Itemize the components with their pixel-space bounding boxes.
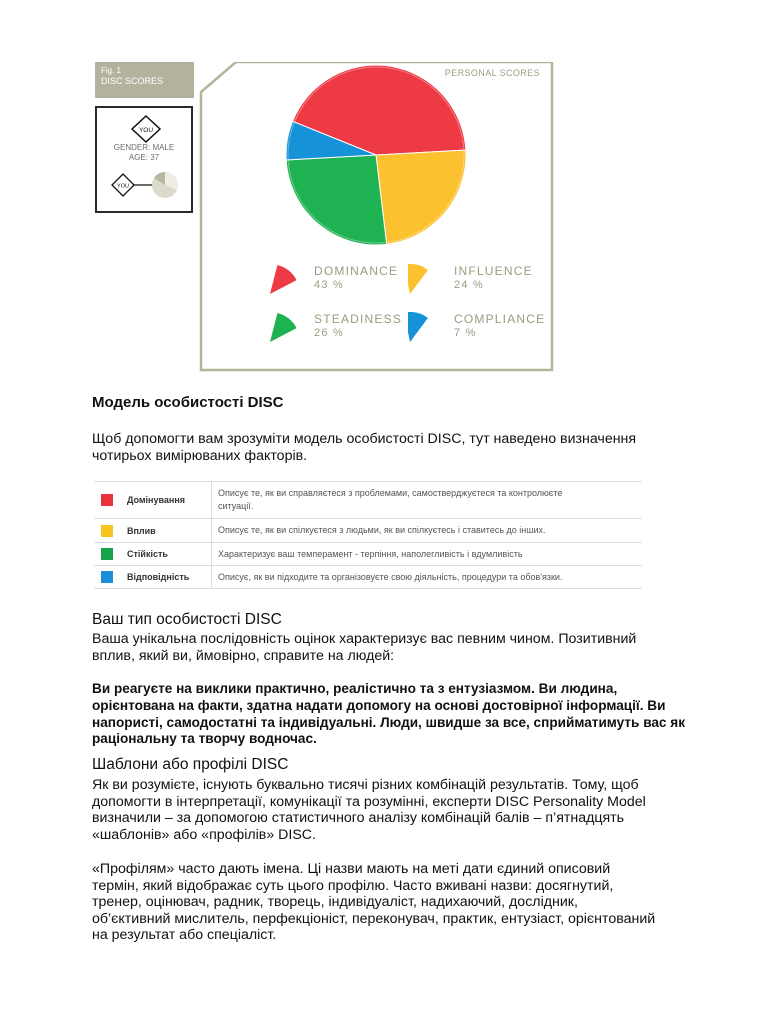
legend-steadiness-value: 26 % [314,327,344,339]
gender-text: GENDER: MALE [113,143,175,152]
figure-tag [95,62,194,98]
figure-number: Fig. 1 [101,66,122,75]
legend-fan-steadiness [270,313,297,342]
legend-fan-compliance [408,312,428,342]
figure-caption: DISC SCORES [101,76,164,86]
disc-factors-table [94,481,642,589]
legend-dominance-name: DOMINANCE [314,264,399,278]
profiles-line-4: об’єктивний мислитель, перфекціоніст, переконувач, практик, ентузіаст, орієнтований [92,910,656,927]
factor-description-line-2: ситуації. [218,501,254,511]
type-paragraph [92,631,722,664]
intro-paragraph [92,431,722,464]
you-diamond-icon [132,116,160,142]
patterns-line-1: Як ви розумієте, існують буквально тисячі різних комбінацій результатів. Тому, щоб [92,777,639,793]
legend-dominance-value: 43 % [314,279,344,291]
dominance-fan-icon [268,264,304,298]
patterns-line-2: допомогти в інтерпретації, комунікації та розумінні, експерти DISC Personality Model [92,793,646,810]
patterns-line-4: «шаблонів» або «профілів» DISC. [92,826,316,843]
summary-line-4: раціональну та творчу водночас. [92,731,317,747]
type-heading: Ваш тип особистості DISC [92,611,282,628]
intro-line-1: Щоб допомогти вам зрозуміти модель особистості DISC, тут наведено визначення [92,431,637,447]
factor-name: Вплив [119,519,212,543]
legend-compliance-name: COMPLIANCE [454,312,546,326]
you-label-small: YOU [117,183,129,190]
pie-chart [286,65,466,245]
personal-scores-panel [196,62,558,372]
legend-influence [408,262,548,296]
type-line-2: вплив, який ви, ймовірно, справите на людей: [92,647,395,664]
legend-compliance [408,310,548,344]
summary-line-3: напористі, самодостатні та індивідуальні. Люди, швидше за все, сприйматимуть вас як [92,714,686,730]
personal-scores-label: PERSONAL SCORES [444,68,540,78]
profiles-line-2: термін, який відображає суть цього профілю. Часто вживані назви: досягнутий, [92,877,614,894]
mini-pie-icon [152,172,178,198]
profiles-line-3: тренер, оцінювач, радник, творець, індивідуаліст, надихаючий, дослідник, [92,894,578,910]
summary-line-1: Ви реагуєте на виклики практично, реалістично та з ентузіазмом. Ви людина, [92,681,618,696]
you-small-diamond-icon [112,174,134,196]
legend-steadiness-name: STEADINESS [314,312,403,326]
you-label-top: YOU [138,127,154,134]
profile-card [95,106,193,213]
table-row-compliance [94,566,642,589]
legend-steadiness [268,310,408,344]
factor-name: Відповідність [119,566,212,589]
legend-influence-name: INFLUENCE [454,264,533,278]
patterns-paragraph [92,777,722,843]
red-swatch [101,494,113,506]
table-row-dominance [94,482,642,519]
table-row-influence [94,519,642,543]
factor-description: Характеризує ваш темперамент - терпіння, наполегливість і вдумливість [212,543,643,566]
legend-fan-dominance [270,265,297,294]
legend-dominance [268,262,408,296]
legend-fan-influence [408,264,428,294]
blue-swatch [101,571,113,583]
legend-influence-value: 24 % [454,279,484,291]
age-text: AGE: 37 [128,153,160,162]
article-title: Модель особистості DISC [92,394,284,411]
profile-info [97,143,191,163]
table-row-steadiness [94,543,642,566]
yellow-swatch [101,525,113,537]
profiles-line-5: на результат або спеціаліст. [92,927,277,943]
summary-line-2: орієнтована на факти, здатна надати допомогу на основі достовірної інформації. Ви [92,697,666,713]
factor-name: Стійкість [119,543,212,566]
personality-summary [92,681,722,748]
legend-compliance-value: 7 % [454,327,477,339]
profiles-paragraph [92,861,722,944]
factor-description: Описує те, як ви спілкуєтеся з людьми, як ви спілкуєтесь і ставитесь до інших. [212,519,643,543]
profiles-line-1: «Профілям» часто дають імена. Ці назви мають на меті дати єдиний описовий [92,861,611,877]
type-line-1: Ваша унікальна послідовність оцінок характеризує вас певним чином. Позитивний [92,631,637,647]
factor-description [212,482,643,519]
green-swatch [101,548,113,560]
influence-fan-icon [408,264,444,298]
intro-line-2: чотирьох вимірюваних факторів. [92,447,308,464]
steadiness-fan-icon [268,312,304,346]
patterns-heading: Шаблони або профілі DISC [92,756,289,773]
patterns-line-3: визначили – за допомогою статистичного аналізу комбінацій балів – п’ятнадцять [92,810,625,826]
factor-name: Домінування [119,482,212,519]
factor-description-line-1: Описує те, як ви справляєтеся з проблемами, самостверджуєтеся та контролюєте [218,488,563,498]
factor-description: Описує, як ви підходите та організовуєте свою діяльність, процедури та обов'язки. [212,566,643,589]
compliance-fan-icon [408,312,444,346]
